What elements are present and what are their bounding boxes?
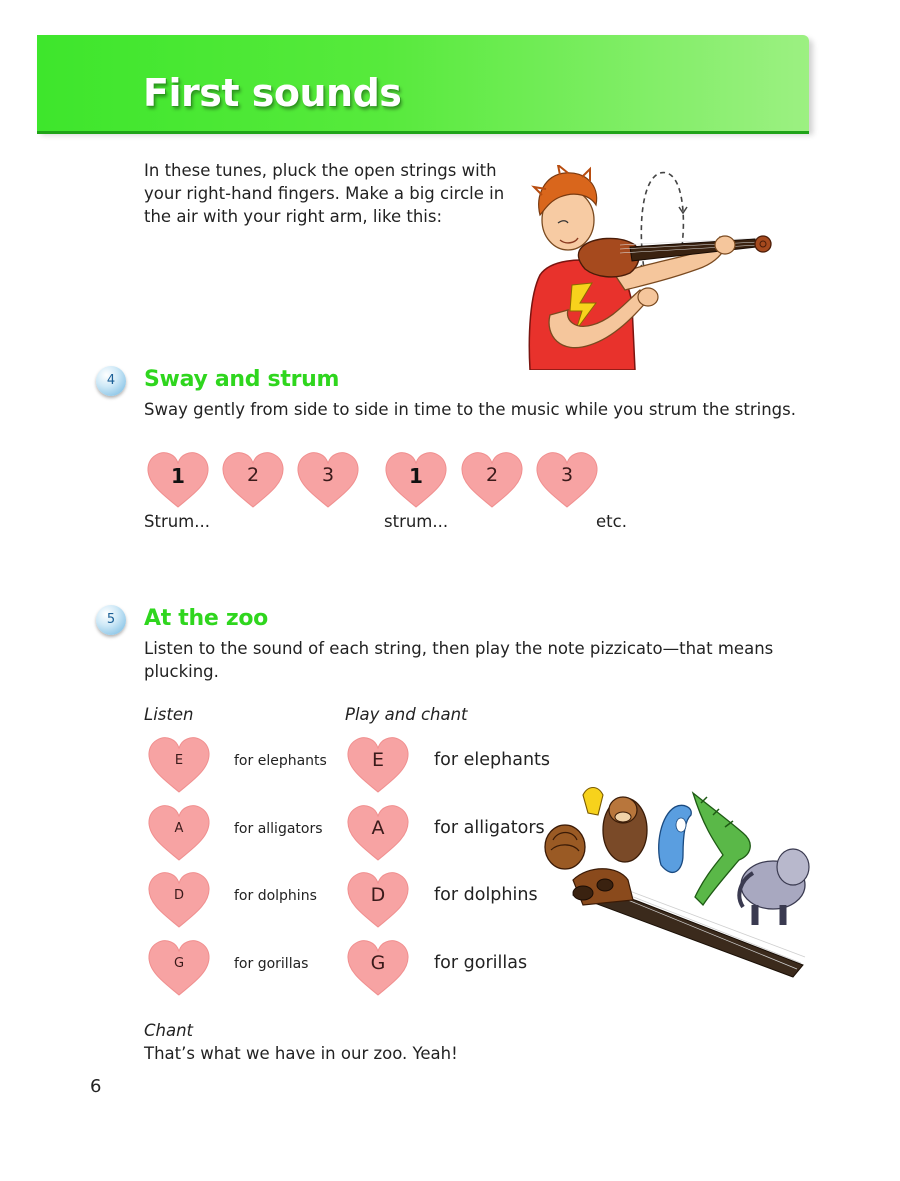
title-banner — [37, 35, 809, 131]
zoo-animals-illustration — [543, 785, 813, 980]
listen-label: Listen — [144, 705, 194, 724]
listen-text: for elephants — [234, 753, 327, 769]
section-title-sway-and-strum: Sway and strum — [144, 367, 340, 392]
listen-heart-e: E — [146, 735, 212, 795]
intro-text: In these tunes, pluck the open strings with your right-hand fingers. Make a big circle in the air with your right arm, like this: — [144, 161, 505, 226]
play-text: for elephants — [434, 750, 551, 770]
page-title: First sounds — [143, 71, 402, 115]
play-text: for alligators — [434, 818, 545, 838]
chant-label: Chant — [144, 1021, 194, 1040]
play-heart-d: D — [345, 870, 411, 930]
play-and-chant-label: Play and chant — [345, 705, 468, 724]
beat-heart: 2 — [459, 450, 525, 510]
etc-caption: etc. — [596, 512, 627, 531]
strum-caption: Strum... — [144, 512, 210, 531]
listen-heart-d: D — [146, 870, 212, 930]
strum-caption: strum... — [384, 512, 449, 531]
play-text: for gorillas — [434, 953, 528, 973]
section-title-at-the-zoo: At the zoo — [144, 606, 268, 631]
beat-heart: 3 — [295, 450, 361, 510]
listen-heart-a: A — [146, 803, 212, 863]
listen-heart-g: G — [146, 938, 212, 998]
play-heart-a: A — [345, 803, 411, 863]
play-heart-e: E — [345, 735, 411, 795]
section-number-badge: 5 — [96, 605, 126, 635]
chant-text: That’s what we have in our zoo. Yeah! — [144, 1044, 458, 1063]
section-instruction: Listen to the sound of each string, then play the note pizzicato—that means plucking. — [144, 639, 774, 681]
section-instruction: Sway gently from side to side in time to the music while you strum the strings. — [144, 400, 796, 419]
listen-text: for dolphins — [234, 888, 317, 904]
beat-heart: 1 — [383, 450, 449, 510]
violinist-illustration — [520, 165, 775, 370]
beat-heart: 3 — [534, 450, 600, 510]
play-heart-g: G — [345, 938, 411, 998]
beat-heart: 1 — [145, 450, 211, 510]
listen-text: for alligators — [234, 821, 323, 837]
section-number-badge: 4 — [96, 366, 126, 396]
listen-text: for gorillas — [234, 956, 309, 972]
beat-heart: 2 — [220, 450, 286, 510]
play-text: for dolphins — [434, 885, 538, 905]
page-number: 6 — [90, 1076, 102, 1097]
